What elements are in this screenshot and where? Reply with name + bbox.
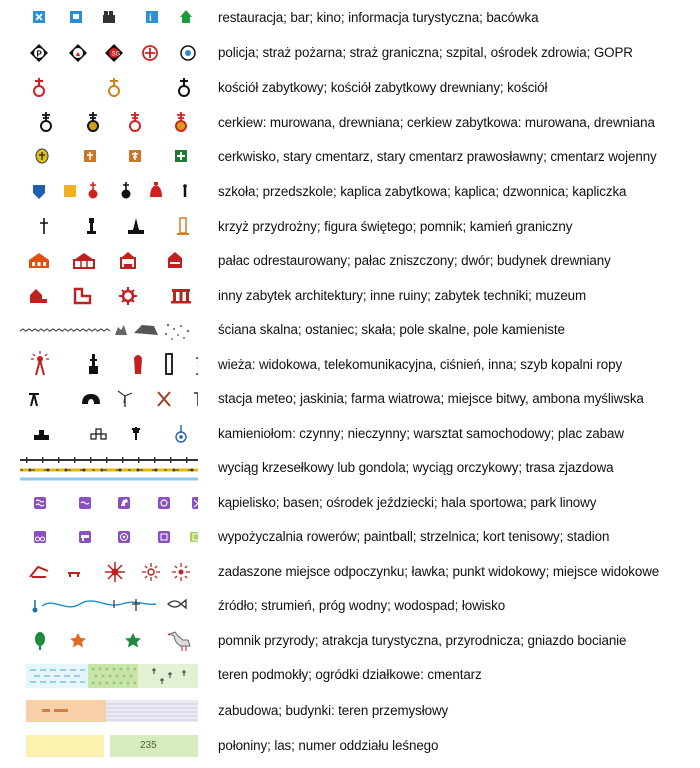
historic-orthodox-church-wooden-icon: [176, 112, 186, 131]
legend-description: połoniny; las; numer oddziału leśnego: [218, 738, 439, 753]
legend-row-chapels: [0, 175, 700, 209]
legend-description: cerkiew: murowana, drewniana; cerkiew zabytkowa: murowana, drewniana: [218, 115, 655, 130]
scenic-place-icon: [142, 563, 160, 581]
telecom-tower-icon: [89, 354, 98, 374]
built-up-area-swatch: [26, 700, 106, 722]
stadium-icon: [190, 532, 198, 542]
legend-description: źródło; strumień, próg wodny; wodospad; łowisko: [218, 598, 506, 613]
weather-station-icon: [29, 394, 39, 406]
cinema-icon: [103, 11, 115, 23]
water-tower-icon: [134, 355, 142, 374]
legend-description: policja; straż pożarna; straż graniczna; szpital, ośrodek zdrowia; GOPR: [218, 45, 633, 60]
bench-icon: [68, 573, 80, 577]
stork-nest-icon: [168, 632, 190, 651]
svg-text:i: i: [149, 13, 152, 24]
water-symbols: [18, 589, 198, 623]
legend-description: wyciąg krzesełkowy lub gondola; wyciąg orczykowy; trasa zjazdowa: [218, 460, 614, 475]
waterfall-icon: [132, 599, 140, 611]
mountain-meadow-swatch: [26, 735, 104, 757]
wooden-building-icon: [168, 252, 182, 268]
legend-row-viewpoints: [0, 555, 700, 589]
police-icon: [30, 44, 48, 62]
paintball-icon: [79, 531, 91, 543]
wetland-area-swatch: [26, 664, 88, 688]
roadside-cross-icon: [40, 218, 48, 234]
hunting-stand-icon: [194, 393, 198, 406]
quarry-symbols: [18, 417, 198, 451]
legend-description: inny zabytek architektury; inne ruiny; zabytek techniki; muzeum: [218, 288, 587, 303]
boundary-stone-icon: [177, 218, 189, 234]
school-icon: [33, 185, 45, 199]
mountain-hut-icon: [180, 10, 192, 23]
rentals-symbols: [18, 520, 198, 554]
lifts-symbols: [18, 451, 198, 485]
hospital-icon: [143, 46, 157, 60]
legend-row-meadows: [0, 729, 700, 763]
car-repair-icon: [132, 427, 140, 440]
fishery-icon: [168, 600, 186, 608]
old-orthodox-cemetery-icon: [129, 150, 141, 162]
equestrian-center-icon: [118, 497, 130, 509]
rock-pillar-icon: [115, 325, 127, 335]
legend-row-orthodox: [0, 106, 700, 140]
rocks-symbols: [18, 313, 198, 347]
orthodox-church-wooden-icon: [88, 112, 98, 131]
legend-row-monuments: [0, 279, 700, 313]
legend-description: krzyż przydrożny; figura świętego; pomnik; kamień graniczny: [218, 219, 573, 234]
industrial-area-swatch: [106, 700, 198, 722]
palaces-symbols: [18, 244, 198, 278]
nature-monument-icon: [35, 632, 45, 650]
legend-description: zabudowa; budynki: teren przemysłowy: [218, 703, 449, 718]
legend-row-weather: [0, 382, 700, 416]
services-symbols: [18, 36, 198, 70]
inactive-quarry-icon: [91, 429, 106, 439]
battlefield-icon: [158, 392, 170, 406]
museum-icon: [171, 289, 191, 304]
chapels-symbols: [18, 175, 198, 209]
bell-tower-icon: [150, 182, 162, 197]
kindergarten-icon: [64, 185, 76, 197]
scenic-spot-icon: [172, 563, 190, 581]
gopr-icon: [181, 46, 195, 60]
legend-row-lifts: [0, 451, 700, 485]
crosses-symbols: [18, 210, 198, 244]
chapel-icon: [122, 182, 131, 199]
church-icon: [179, 78, 189, 96]
technical-monument-icon: [119, 287, 137, 305]
cemetery-area-swatch: [138, 664, 198, 688]
monument-icon: [128, 218, 144, 234]
churches-symbols: [18, 71, 198, 105]
legend-description: wieża: widokowa, telekomunikacyjna, ciśnień, inna; szyb kopalni ropy: [218, 357, 623, 372]
oil-well-icon: [196, 354, 198, 374]
historic-orthodox-church-masonry-icon: [130, 112, 140, 131]
cemeteries-symbols: [18, 140, 198, 174]
shelter-icon: [30, 567, 48, 577]
manor-icon: [121, 252, 135, 268]
nature-attraction-icon: [125, 633, 141, 648]
legend-description: kościół zabytkowy; kościół zabytkowy drewniany; kościół: [218, 80, 548, 95]
viewpoints-symbols: [18, 555, 198, 589]
old-cemetery-icon: [84, 150, 96, 162]
sport-symbols: [18, 486, 198, 520]
svg-text:SG: SG: [111, 51, 121, 58]
swimming-pool-icon: [79, 497, 91, 509]
orthodox-symbols: [18, 106, 198, 140]
cave-icon: [82, 394, 100, 404]
other-tower-icon: [166, 354, 172, 374]
orthodox-church-masonry-icon: [41, 112, 51, 131]
legend-row-tourism: [0, 1, 700, 35]
legend-row-palaces: [0, 244, 700, 278]
active-quarry-icon: [34, 430, 49, 440]
legend-description: stacja meteo; jaskinia; farma wiatrowa; miejsce bitwy, ambona myśliwska: [218, 391, 644, 406]
legend-row-cemeteries: [0, 140, 700, 174]
viewpoint-icon: [105, 562, 125, 582]
meadows-symbols: [18, 729, 198, 763]
border-guard-icon: [105, 44, 123, 62]
architecture-monument-icon: [30, 289, 47, 303]
buildings-symbols: [18, 694, 198, 728]
rope-park-icon: [192, 497, 198, 509]
restored-palace-icon: [29, 253, 49, 268]
legend-description: szkoła; przedszkole; kaplica zabytkowa; kaplica; dzwonnica; kapliczka: [218, 184, 627, 199]
legend-row-water: [0, 589, 700, 623]
wayside-shrine-icon: [183, 184, 187, 197]
legend-description: cerkwisko, stary cmentarz, stary cmentarz prawosławny; cmentarz wojenny: [218, 149, 657, 164]
tourist-information-icon: [146, 11, 158, 24]
tourist-attraction-icon: [70, 633, 86, 648]
legend-description: restauracja; bar; kino; informacja turystyczna; bacówka: [218, 10, 539, 25]
towers-symbols: [18, 348, 198, 382]
historic-chapel-icon: [89, 182, 98, 199]
svg-text:P: P: [36, 49, 42, 59]
weather-symbols: [18, 382, 198, 416]
wind-farm-icon: [118, 391, 132, 407]
legend-row-nature: [0, 624, 700, 658]
legend-description: zadaszone miejsce odpoczynku; ławka; punkt widokowy; miejsce widokowe: [218, 564, 660, 579]
rock-icon: [134, 325, 158, 335]
observation-tower-icon: [31, 351, 49, 375]
forest-section-number: 235: [140, 740, 157, 751]
legend-description: kamieniołom: czynny; nieczynny; warsztat samochodowy; plac zabaw: [218, 426, 624, 441]
sports-hall-icon: [158, 497, 170, 509]
former-church-site-icon: [36, 149, 48, 163]
legend-row-wetland: [0, 658, 700, 692]
war-cemetery-icon: [175, 150, 187, 162]
historic-wooden-church-icon: [109, 78, 119, 96]
fire-brigade-icon: [69, 44, 87, 62]
bike-rental-icon: [34, 531, 46, 543]
spring-icon: [33, 600, 38, 613]
legend-description: pałac odrestaurowany; pałac zniszczony; dwór; budynek drewniany: [218, 253, 611, 268]
ruined-palace-icon: [74, 253, 94, 268]
legend-row-services: [0, 36, 700, 70]
playground-icon: [176, 425, 186, 442]
restaurant-icon: [33, 11, 45, 23]
legend-description: pomnik przyrody; atrakcja turystyczna, przyrodnicza; gniazdo bocianie: [218, 633, 627, 648]
legend-row-sport: [0, 486, 700, 520]
legend-row-quarry: [0, 417, 700, 451]
ruins-icon: [75, 289, 90, 303]
saint-figure-icon: [87, 218, 96, 234]
legend-row-rentals: [0, 520, 700, 554]
legend-description: teren podmokły; ogródki działkowe: cmentarz: [218, 667, 482, 682]
legend-description: wypożyczalnia rowerów; paintball; strzelnica; kort tenisowy; stadion: [218, 529, 610, 544]
legend-row-towers: [0, 348, 700, 382]
legend-row-rocks: [0, 313, 700, 347]
boulder-field-icon: [165, 324, 190, 340]
shooting-range-icon: [118, 531, 130, 543]
swimming-area-icon: [34, 497, 46, 509]
surface-lift-line-icon: [20, 469, 198, 472]
allotment-gardens-swatch: [88, 664, 138, 688]
legend-row-crosses: [0, 210, 700, 244]
tourism-symbols: [18, 1, 198, 35]
rock-wall-icon: [20, 329, 110, 331]
bar-icon: [70, 11, 82, 23]
historic-church-icon: [34, 78, 44, 96]
wetland-symbols: [18, 658, 198, 692]
legend-row-buildings: [0, 694, 700, 728]
nature-symbols: [18, 624, 198, 658]
legend-description: kąpielisko; basen; ośrodek jeździecki; hala sportowa; park linowy: [218, 495, 597, 510]
legend-row-churches: [0, 71, 700, 105]
monuments-symbols: [18, 279, 198, 313]
tennis-court-icon: [158, 531, 170, 543]
legend-description: ściana skalna; ostaniec; skała; pole skalne, pole kamieniste: [218, 322, 565, 337]
chairlift-line-icon: [20, 457, 198, 463]
